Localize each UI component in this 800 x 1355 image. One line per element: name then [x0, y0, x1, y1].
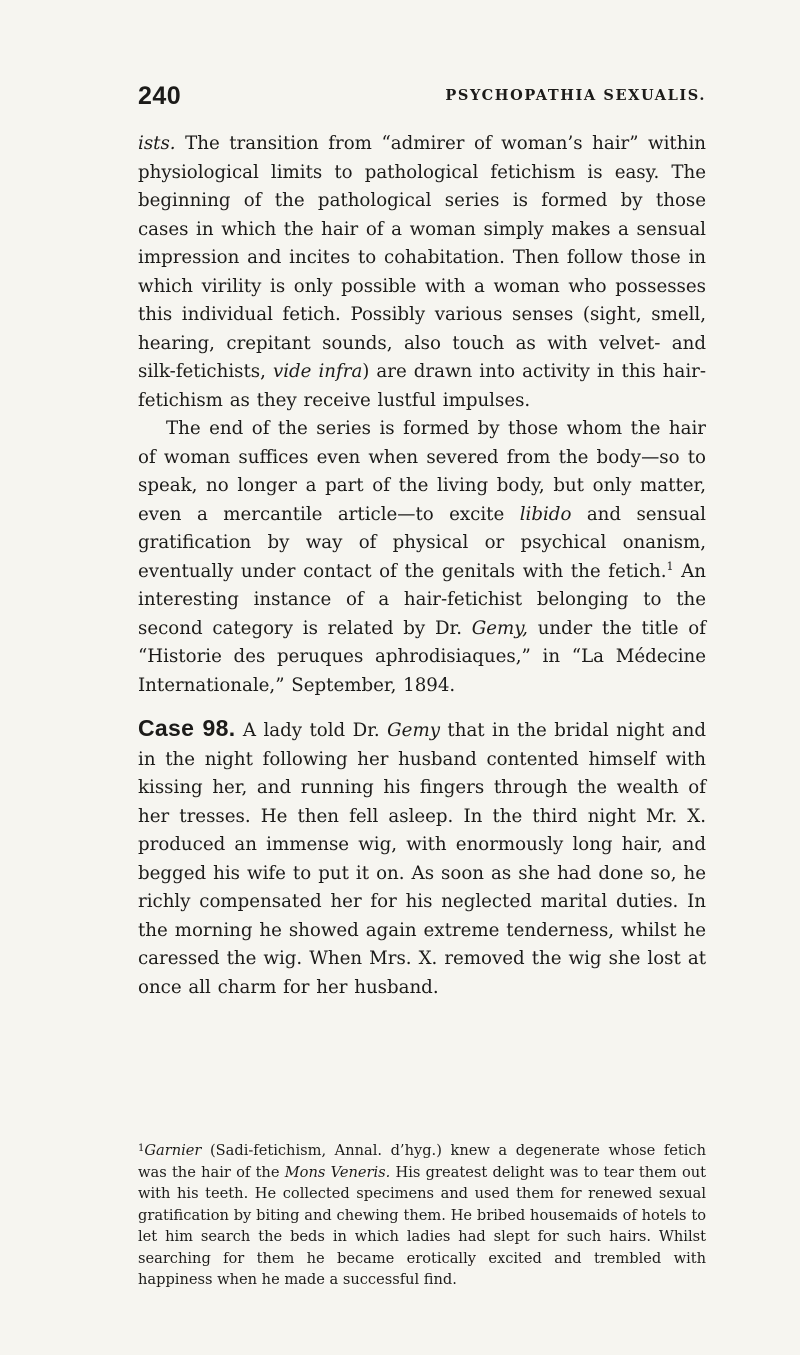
paragraph-2-text-d: under the title of “Historie des peruques aphrodisiaques,” in “La Médecine Internationale,” September, 1894. — [138, 617, 706, 696]
footnote-italic-author: Garnier — [144, 1142, 202, 1159]
paragraph-2-text-b: and sensual gratification by way of physical or psychical onanism, eventually under contact of the genitals with the fetich. — [138, 503, 706, 582]
paragraph-1-italic-vide: vide infra — [272, 361, 363, 382]
paragraph-2-text-c: An interesting instance of a hair-fetichist belonging to the second category is related by Dr. — [138, 560, 706, 639]
footnote-text-b: His greatest delight was to tear them out with his teeth. He collected specimens and used them for renewed sexual gratification by biting and chewing them. He bribed housemaids of hotels to let him search the beds in which ladies had slept for such hairs. Whilst searching for them he became erotically excited and trembled with happiness when he made a successful find. — [138, 1163, 706, 1288]
case-paragraph — [138, 714, 706, 1002]
paragraph-2-italic-gemy: Gemy, — [471, 617, 528, 639]
case-label: Case 98. — [138, 715, 236, 741]
running-head: PSYCHOPATHIA SEXUALIS. — [445, 87, 706, 104]
footnote-italic-mons: Mons Veneris. — [284, 1163, 391, 1181]
case-text-b: that in the bridal night and in the night following her husband contented himself with kissing her, and running his fingers through the wealth of her tresses. He then fell asleep. In the third night Mr. X. produced an immense wig, with enormously long hair, and begged his wife to put it on. As soon as she had done so, he richly compensated her for his neglected marital duties. In the morning he showed again extreme tenderness, whilst he caressed the wig. When Mrs. X. removed the wig she lost at once all charm for her husband. — [138, 720, 707, 998]
footnotes — [138, 1138, 706, 1291]
page-number: 240 — [138, 82, 182, 110]
footnote-text-a: (Sadi-fetichism, Annal. d’hyg.) knew a degenerate whose fetich was the hair of the — [138, 1142, 706, 1181]
footnote-1 — [138, 1138, 706, 1291]
paragraph-1 — [138, 130, 706, 415]
paragraph-2-italic-libido: libido — [519, 503, 572, 525]
case-text-a: A lady told Dr. — [235, 720, 388, 741]
paragraph-1-text: The transition from “admirer of woman’s hair” within physiological limits to pathological fetichism is easy. The beginning of the pathological series is formed by those cases in which the hair of a woman simply makes a sensual impression and incites to cohabitation. Then follow those in which virility is only possible with a woman who possesses this individual fetich. Possibly various senses (sight, smell, hearing, crepitant sounds, also touch as with velvet- and silk-fetichists, — [138, 133, 706, 382]
paragraph-1-lead-italic: ists. — [138, 133, 176, 154]
paragraph-2-text-a: The end of the series is formed by those whom the hair of woman suffices even when severed from the body—so to speak, no longer a part of the living body, but only matter, even a mercantile article—to excite — [138, 418, 706, 525]
paragraph-2 — [138, 415, 706, 700]
paragraph-1-text-end: ) are drawn into activity in this hair-fetichism as they receive lustful impulses. — [138, 361, 706, 411]
footnote-reference[interactable]: 1 — [666, 559, 674, 573]
body-text — [138, 130, 706, 1002]
footnote-marker: 1 — [138, 1143, 145, 1154]
page-header — [138, 82, 706, 112]
case-italic-gemy: Gemy — [387, 720, 440, 741]
